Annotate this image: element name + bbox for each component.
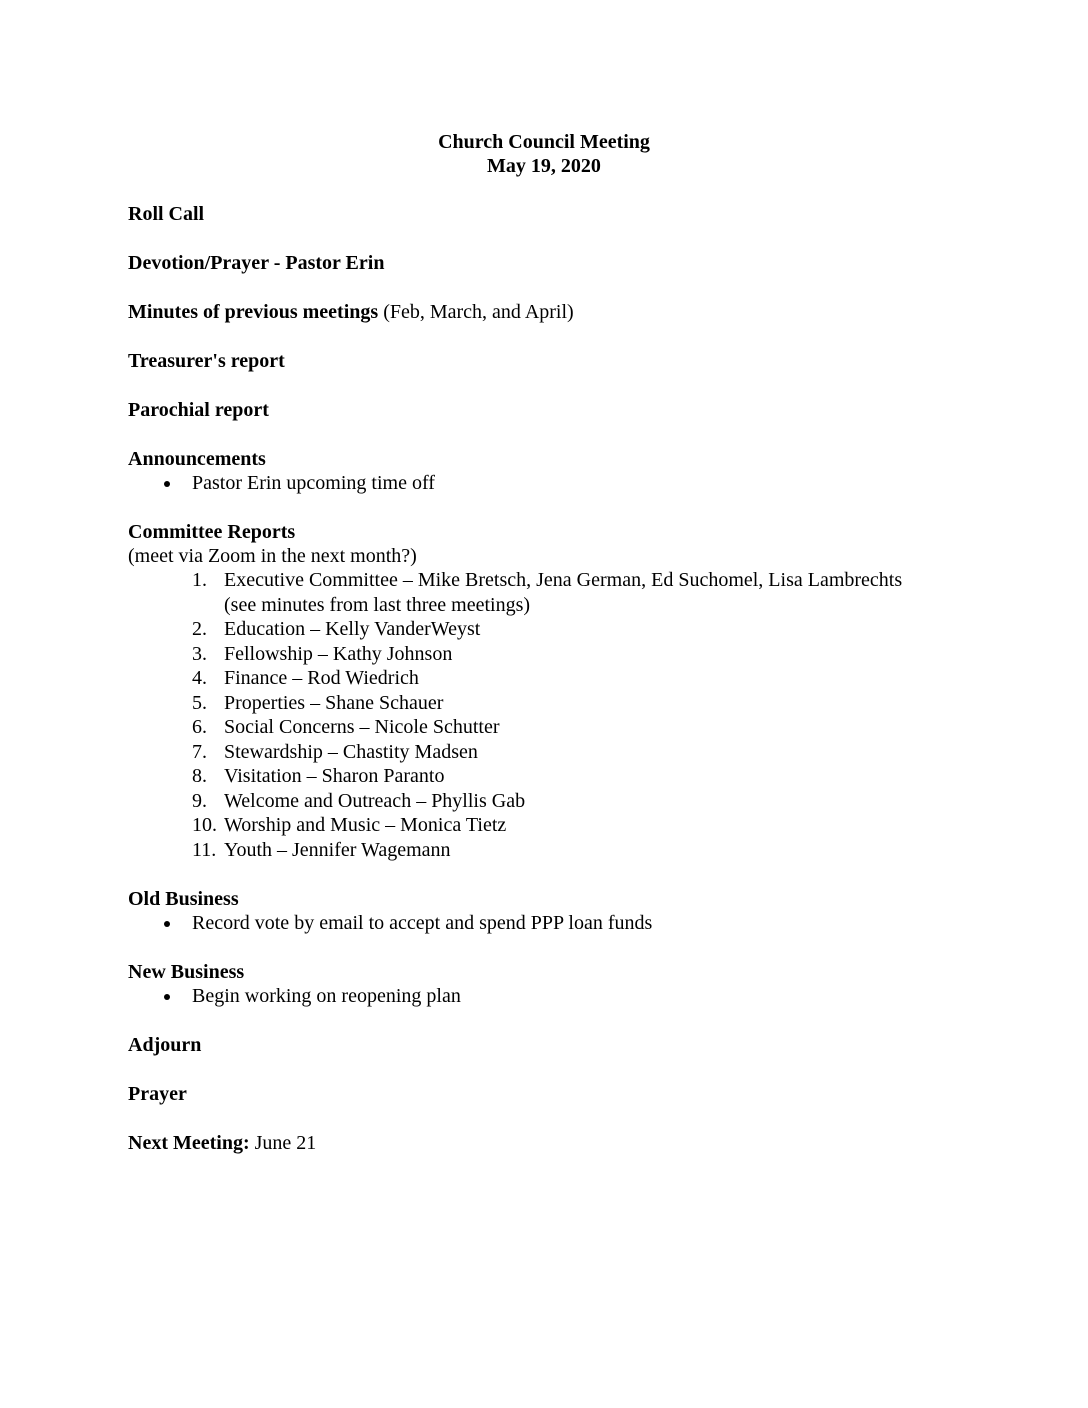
minutes-detail: (Feb, March, and April): [383, 301, 574, 323]
list-item: Begin working on reopening plan: [128, 984, 1028, 1008]
committee-reports-heading: Committee Reports: [128, 521, 296, 543]
committee-reports-note: (meet via Zoom in the next month?): [128, 545, 417, 567]
list-item: 5. Properties – Shane Schauer: [192, 691, 444, 714]
agenda-treasurer-report: Treasurer's report: [128, 350, 285, 372]
list-item: 9. Welcome and Outreach – Phyllis Gab: [192, 789, 526, 812]
list-item: 7. Stewardship – Chastity Madsen: [192, 740, 478, 763]
agenda-prayer: Prayer: [128, 1083, 187, 1105]
list-item: 2. Education – Kelly VanderWeyst: [192, 618, 481, 640]
agenda-roll-call: Roll Call: [128, 203, 205, 225]
list-item: 3. Fellowship – Kathy Johnson: [192, 642, 453, 665]
list-item: 8. Visitation – Sharon Paranto: [192, 765, 445, 787]
list-item: 1. Executive Committee – Mike Bretsch, Jena German, Ed Suchomel, Lisa Lambrechts (see minutes from last three meetings): [192, 569, 903, 616]
next-meeting-value: June 21: [254, 1132, 317, 1154]
list-item: Pastor Erin upcoming time off: [128, 471, 1028, 495]
list-item: 10. Worship and Music – Monica Tietz: [192, 814, 507, 836]
minutes-label: Minutes of previous meetings: [128, 301, 379, 323]
meeting-date: May 19, 2020: [487, 155, 601, 177]
announcements-list: [128, 471, 1028, 495]
document-header: [0, 130, 1088, 178]
list-item: 4. Finance – Rod Wiedrich: [192, 667, 419, 689]
agenda-adjourn: Adjourn: [128, 1034, 202, 1056]
old-business-list: [128, 911, 1028, 935]
committee-list: [128, 568, 1028, 862]
list-item: 11. Youth – Jennifer Wagemann: [192, 838, 451, 861]
announcements-heading: Announcements: [128, 448, 266, 470]
bullet-icon: [164, 481, 170, 487]
next-meeting-label: Next Meeting:: [128, 1132, 250, 1154]
next-meeting: [128, 1131, 1028, 1155]
document-title: Church Council Meeting: [438, 131, 650, 153]
bullet-icon: [164, 921, 170, 927]
new-business-list: [128, 984, 1028, 1008]
agenda-minutes: [128, 300, 1028, 324]
list-item: 6. Social Concerns – Nicole Schutter: [192, 716, 500, 738]
agenda-devotion: Devotion/Prayer - Pastor Erin: [128, 252, 385, 274]
new-business-heading: New Business: [128, 961, 245, 983]
list-item: Record vote by email to accept and spend PPP loan funds: [128, 911, 1028, 935]
old-business-heading: Old Business: [128, 888, 239, 910]
agenda: [128, 202, 1028, 1155]
agenda-parochial-report: Parochial report: [128, 399, 269, 421]
bullet-icon: [164, 994, 170, 1000]
